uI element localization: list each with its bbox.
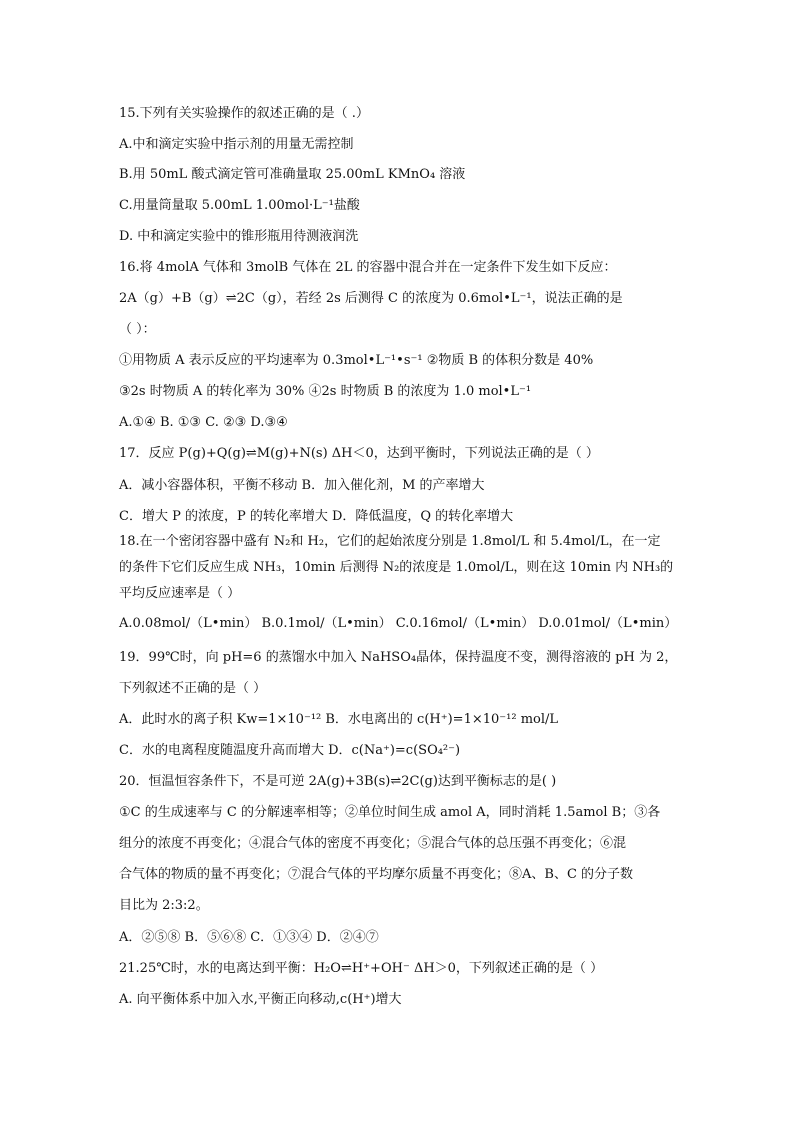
q18-stem-line1: 18.在一个密闭容器中盛有 N₂和 H₂，它们的起始浓度分别是 1.8mol/L 和 5.4mol/L，在一定 bbox=[119, 534, 661, 549]
q15-option-c: C.用量筒量取 5.00mL 1.00mol·L⁻¹盐酸 bbox=[119, 198, 360, 213]
q18-stem-line2: 的条件下它们反应生成 NH₃，10min 后测得 N₂的浓度是 1.0mol/L，则在这 10min 内 NH₃的 bbox=[119, 560, 674, 575]
q20-statements-line3: 合气体的物质的量不再变化；⑦混合气体的平均摩尔质量不再变化；⑧A、B、C 的分子数 bbox=[119, 867, 634, 882]
q15-stem: 15.下列有关实验操作的叙述正确的是（ .） bbox=[119, 106, 369, 121]
q20-stem: 20．恒温恒容条件下，不是可逆 2A(g)+3B(s)⇌2C(g)达到平衡标志的是( ) bbox=[119, 774, 557, 789]
q19-options-cd: C．水的电离程度随温度升高而增大 D．c(Na⁺)=c(SO₄²⁻) bbox=[119, 743, 461, 758]
q16-options: A.①④ B. ①③ C. ②③ D.③④ bbox=[119, 415, 288, 430]
q18-stem-line3: 平均反应速率是（ ） bbox=[119, 586, 241, 601]
q16-statements-1: ①用物质 A 表示反应的平均速率为 0.3mol•L⁻¹•s⁻¹ ②物质 B 的体积分数是 40% bbox=[119, 353, 594, 368]
q16-stem-line1: 16.将 4molA 气体和 3molB 气体在 2L 的容器中混合并在一定条件下发生如下反应： bbox=[119, 260, 617, 275]
q20-statements-line1: ①C 的生成速率与 C 的分解速率相等；②单位时间生成 amol A，同时消耗 1.5amol B；③各 bbox=[119, 805, 661, 820]
q17-stem: 17．反应 P(g)+Q(g)⇌M(g)+N(s) ΔH＜0，达到平衡时，下列说法正确的是（ ） bbox=[119, 446, 599, 461]
q20-statements-line2: 组分的浓度不再变化；④混合气体的密度不再变化；⑤混合气体的总压强不再变化；⑥混 bbox=[119, 836, 627, 851]
q21-stem: 21.25℃时，水的电离达到平衡：H₂O⇌H⁺+OH⁻ ΔH＞0，下列叙述正确的是（ ） bbox=[119, 961, 604, 976]
q20-statements-line4: 目比为 2:3:2。 bbox=[119, 898, 209, 913]
q19-stem-line1: 19．99℃时，向 pH=6 的蒸馏水中加入 NaHSO₄晶体，保持温度不变，测得溶液的 pH 为 2， bbox=[119, 650, 678, 665]
q18-options: A.0.08mol/（L•min） B.0.1mol/（L•min） C.0.16mol/（L•min） D.0.01mol/（L•min） bbox=[119, 616, 678, 631]
q15-option-d: D. 中和滴定实验中的锥形瓶用待测液润洗 bbox=[119, 229, 359, 244]
q21-option-a: A. 向平衡体系中加入水,平衡正向移动,c(H⁺)增大 bbox=[119, 992, 402, 1007]
q16-stem-line3: （ ）： bbox=[119, 322, 156, 337]
q19-options-ab: A．此时水的离子积 Kw=1×10⁻¹² B．水电离出的 c(H⁺)=1×10⁻¹² mol/L bbox=[119, 712, 559, 727]
q15-option-b: B.用 50mL 酸式滴定管可准确量取 25.00mL KMnO₄ 溶液 bbox=[119, 167, 466, 182]
q17-options-ab: A．减小容器体积，平衡不移动 B．加入催化剂，M 的产率增大 bbox=[119, 478, 485, 493]
q17-options-cd: C．增大 P 的浓度，P 的转化率增大 D．降低温度，Q 的转化率增大 bbox=[119, 509, 514, 524]
q20-options: A．②⑤⑧ B．⑤⑥⑧ C．①③④ D．②④⑦ bbox=[119, 930, 379, 945]
q16-statements-2: ③2s 时物质 A 的转化率为 30% ④2s 时物质 B 的浓度为 1.0 mol•L⁻¹ bbox=[119, 384, 532, 399]
q16-stem-line2: 2A（g）+B（g）⇌2C（g），若经 2s 后测得 C 的浓度为 0.6mol•L⁻¹，说法正确的是 bbox=[119, 291, 623, 306]
q15-option-a: A.中和滴定实验中指示剂的用量无需控制 bbox=[119, 137, 354, 152]
q19-stem-line2: 下列叙述不正确的是（ ） bbox=[119, 681, 267, 696]
